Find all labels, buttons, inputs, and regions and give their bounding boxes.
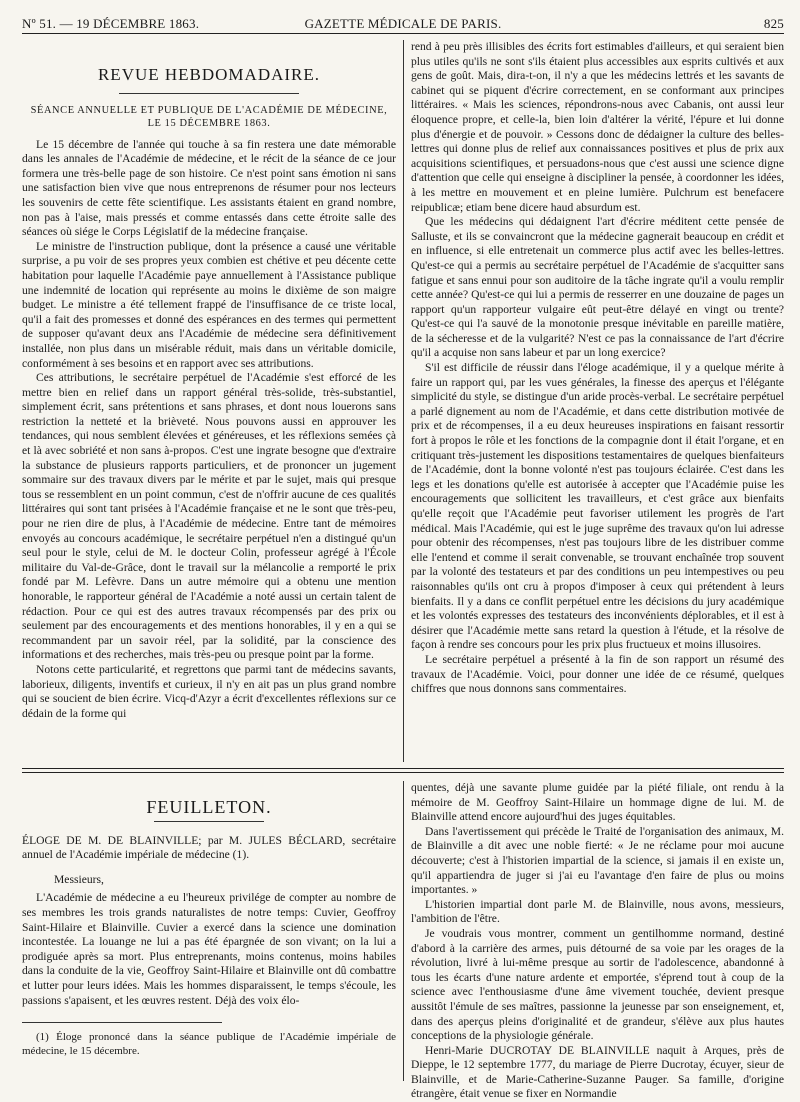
revue-paragraph: Que les médecins qui dédaignent l'art d'écrire méditent cette pensée de Salluste, et ils se convaincront que la médecine gagnerait beaucoup en crédit et en influence, si elle entretenait un commerce plus actif avec les belles-lettres. Qu'est-ce qui a permis au secrétaire perpétuel de l'Académie de s'acquitter sans fatigue et sans ennui pour son auditoire de la tâche ingrate qu'il a voulu remplir cette année? Qu'est-ce qui lui a permis de resserrer en une douzaine de pages un rapport qu'un rapporteur vulgaire eût peut-être délayé en vingt ou trente? Qu'est-ce qui l'a sauvé de la monotonie presque inévitable en pareille matière, de la sécheresse et de la vulgarité? N'est ce pas la connaissance de l'art d'écrire qu'il a acquise non sans labeur et par un long exercice? xyxy=(411,215,784,360)
feuilleton-paragraph: Dans l'avertissement qui précède le Traité de l'organisation des animaux, M. de Blainville a dit avec une noble fierté: « Je ne réclame pour moi aucune découverte; c'est à l'historien impartial de la science, si jamais il en existe un, qu'il appartiendra de juger si j'ai eu l'avantage d'en faire de plus ou moins importantes. » xyxy=(411,824,784,897)
eloge-heading: ÉLOGE DE M. DE BLAINVILLE; par M. JULES BÉCLARD, secrétaire annuel de l'Académie impériale de médecine (1). xyxy=(22,833,396,862)
feuilleton-paragraph: quentes, déjà une savante plume guidée par la piété filiale, ont rendu à la mémoire de M. Geoffroy Saint-Hilaire un hommage digne de lui. M. de Blainville attend encore aujourd'hui des juges équitables. xyxy=(411,781,784,824)
feuilleton-separator-thin xyxy=(22,772,784,773)
revue-paragraph: Ces attributions, le secrétaire perpétuel de l'Académie s'est efforcé de les mettre bien en relief dans un rapport général très-solide, très-substantiel, simplement écrit, sans prétentions et sans phrases, et dont nous louerons sans restriction la netteté et la brièveté. Nous pouvons aussi en approuver les tendances, qui nous semblent élevées et généreuses, et les réflexions semées çà et là avec sobriété et non sans à-propos. C'est une ingrate besogne que d'extraire la substance de plusieurs rapports particuliers, et de prononcer un jugement sommaire sur des travaux divers par le mérite et par le sujet, mais qui presque tous se ressemblent en un point commun, c'est de n'offrir aucune de ces qualités littéraires qui sont tant prisées à l'Académie française et ne le sont que très-peu, pour ne rien dire de plus, à l'Académie de médecine. Entre tant de mémoires envoyés au concours académique, le secrétaire perpétuel n'en a distingué qu'un seul pour le style, celui de M. le docteur Colin, professeur agrégé à l'École militaire du Val-de-Grâce, dont le travail sur la mélancolie a remporté le prix fondé par M. Lefèvre. Dans un autre mémoire qui a obtenu une mention honorable, le rapporteur général de l'Académie a noté aussi un certain talent de rédaction. Pour ce qui est des autres travaux récompensés par des prix ou seulement par des encouragements et des mentions honorables, il y en a qui se recommandent par un savoir réel, par la solidité, par la conscience des informations et des recherches, mais très-peu ou presque point par la forme. xyxy=(22,371,396,662)
gazette-title: GAZETTE MÉDICALE DE PARIS. xyxy=(304,16,502,31)
feuilleton-paragraph: L'Académie de médecine a eu l'heureux privilége de compter au nombre de ses membres les trois grands naturalistes de notre temps: Cuvier, Geoffroy Saint-Hilaire et Blainville. Cuvier a exercé dans la science une domination incontestée. La louange ne lui a pas été épargnée de son vivant; on la lui a prodiguée après sa mort. Plus entreprenants, moins contenus, moins habiles dans la conduite de la vie, Geoffroy Saint-Hilaire et Blainville ont dû combattre et lutter pour leurs idées. Mais les hommes disparaissent, le temps s'écoule, les passions s'apaisent, et les œuvres restent. Déjà des voix élo- xyxy=(22,891,396,1007)
footnote: (1) Éloge prononcé dans la séance publique de l'Académie impériale de médecine, le 15 décembre. xyxy=(22,1031,396,1057)
feuilleton-title-underline xyxy=(154,821,264,822)
revue-paragraph: Le ministre de l'instruction publique, dont la présence a causé une véritable surprise, a pu voir de ses propres yeux combien est chétive et peu décente cette habitation pour laquelle l'Académie paye annuellement à l'Assistance publique une indemnité de location qui représente au moins le dixième de son maigre budget. Le ministre a été tellement frappé de l'insuffisance de ce triste local, qu'il a fait des promesses et donné des espérances en des termes qui permettent de supposer qu'avant deux ans l'Académie de médecine sera définitivement installée, non plus dans un misérable réduit, mais dans un véritable domicile, conformément à ses besoins et en rapport avec ses attributions. xyxy=(22,239,396,370)
issue-number-date: Nº 51. — 19 DÉCEMBRE 1863. xyxy=(22,16,200,31)
revue-paragraph: Le 15 décembre de l'année qui touche à sa fin restera une date mémorable dans les annales de l'Académie de médecine, et le récit de la séance de ce jour formera une très-belle page de son histoire. Ce n'est point sans émotion ni sans une satisfaction bien vive que nous entreprenons de résumer pour nos lecteurs les souvenirs de cette fête scientifique. Les assistants étaient en grand nombre, non pas à l'aise, mais pressés et comme entassés dans cette étroite salle des séances où siége le Corps Législatif de la médecine française. xyxy=(22,137,396,239)
masthead xyxy=(22,8,784,34)
column-divider-top xyxy=(403,40,404,762)
feuilleton-column-right xyxy=(411,781,784,1101)
revue-subtitle-1: SÉANCE ANNUELLE ET PUBLIQUE DE L'ACADÉMIE DE MÉDECINE, xyxy=(30,104,388,116)
masthead-rule xyxy=(22,33,784,34)
revue-paragraph: Le secrétaire perpétuel a présenté à la fin de son rapport un résumé des travaux de l'Académie. Voici, pour donner une idée de ce résumé, quelques chiffres que nous donnons sans commentaires. xyxy=(411,652,784,696)
revue-column-right xyxy=(411,40,784,760)
revue-column-left xyxy=(22,56,396,761)
revue-paragraph: Notons cette particularité, et regrettons que parmi tant de médecins savants, laborieux, diligents, inventifs et curieux, il n'y en ait pas un plus grand nombre qui se soucient de bien écrire. Vicq-d'Azyr a écrit d'excellentes réflexions sur ce dédain de la forme qui xyxy=(22,662,396,720)
column-divider-bottom xyxy=(403,781,404,1081)
revue-subtitle-2: LE 15 DÉCEMBRE 1863. xyxy=(147,117,271,129)
feuilleton-paragraph: Je voudrais vous montrer, comment un gentilhomme normand, destiné d'abord à la carrière des armes, puis détourné de sa voie par les orages de la révolution, livré à lui-même presque au sortir de l'adolescence, abandonné à tous les écarts d'une nature ardente et emportée, s'éprend tout à coup de la science avec l'enthousiasme d'une âme vivement touchée, devient presque aussitôt l'émule de ses maîtres, passionne la jeunesse par son enseignement, et, dans des aperçus pleins d'originalité et de grandeur, s'élève aux plus hautes conceptions de la physiologie générale. xyxy=(411,926,784,1043)
salutation: Messieurs, xyxy=(54,872,104,886)
revue-paragraph: rend à peu près illisibles des écrits fort estimables d'ailleurs, et qui seraient bien plus utiles qu'ils ne sont s'ils étaient plus accessibles aux esprits cultivés et aux gens de goût. Mais, dira-t-on, il n'y a que les médecins lettrés et les savants de cabinet qui se piquent d'écrire correctement, en se conformant aux principes littéraires. « Mais les sciences, répondrons-nous avec Cabanis, ont aussi leur éloquence propre, et celle-la, bien loin d'altérer la vérité, l'épure et lui donne plus d'énergie et de pouvoir. » Cessons donc de dédaigner la culture des belles-lettres qui donne plus de relief aux connaissances positives et plus de prix aux acquisitions scientifiques, et persuadons-nous que c'est aussi une science digne d'attention que celle qui enseigne à discipliner la pensée, à coordonner les idées, à les mettre en mouvement et en pleine lumière. Pulchrum est benefacere reipublicæ; etiam bene dicere haud absurdum est. xyxy=(411,40,784,214)
feuilleton-column-left xyxy=(22,790,396,1057)
revue-title: REVUE HEBDOMADAIRE. xyxy=(97,65,321,84)
feuilleton-paragraph: Henri-Marie DUCROTAY DE BLAINVILLE naquit à Arques, près de Dieppe, le 12 septembre 1777, du mariage de Pierre Ducrotay, écuyer, sieur de Blainville, et de Marie-Catherine-Suzanne Pauger. Sa famille, d'origine étrangère, était venue se fixer en Normandie xyxy=(411,1043,784,1101)
footnote-rule xyxy=(22,1022,222,1023)
feuilleton-title: FEUILLETON. xyxy=(146,797,272,817)
feuilleton-separator xyxy=(22,768,784,769)
revue-paragraph: S'il est difficile de réussir dans l'éloge académique, il y a quelque mérite à faire un rapport qui, par les vues générales, la finesse des aperçus et l'élégante simplicité du style, se distingue d'un aride procès-verbal. Le secrétaire perpétuel a parlé dignement au nom de l'Académie, et dans cette distribution motivée de prix et de récompenses, il a eu deux heureuses inspirations en faisant ressortir fort à propos le rôle et les fonctions de la compagnie dont il était l'organe, et en critiquant très-justement les dispositions testamentaires de quelques bienfaiteurs de l'Académie, dont la bonne volonté n'est pas toujours éclairée. C'est dans les legs et les donations qu'elle est autorisée à accepter que l'Académie puise les encouragements que sollicitent les travailleurs, et c'est grâce aux bienfaits qu'elle reçoit que l'Académie peut favoriser utilement les progrès de l'art médical. Mais l'Académie, qui est le juge suprême des travaux qu'on lui adresse pour obtenir des récompenses, n'est pas toujours libre de les distribuer comme elle l'entend et comme il serait convenable, se trouvant enchaînée trop souvent par la volonté des testateurs et par des conditions un peu intempestives ou peu raisonnables qu'ils ont cru à propos d'imposer à ceux qui prétendent à leurs bienfaits. Il y a dans ce conflit perpétuel entre les décisions du jury académique et les volontés expresses des testateurs des inconvénients déplorables, et il est à désirer que l'Académie mette sans retard la question à l'étude, et la résolve de façon à rendre ses concours pour les prix plus fructueux et moins illusoires. xyxy=(411,361,784,652)
page-number: 825 xyxy=(763,16,784,31)
feuilleton-paragraph: L'historien impartial dont parle M. de Blainville, nous avons, messieurs, l'ambition de l'être. xyxy=(411,897,784,926)
revue-title-underline xyxy=(119,93,299,94)
